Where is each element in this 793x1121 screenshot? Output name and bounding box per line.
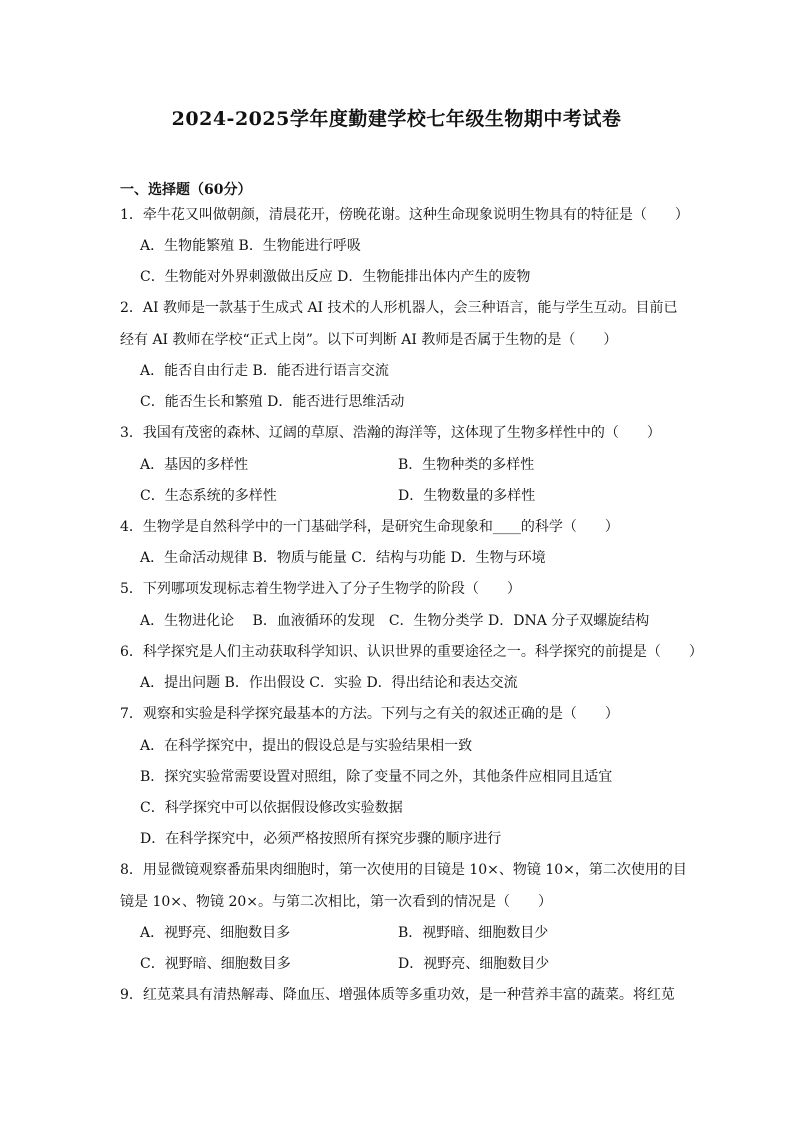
question-8-option-c: C．视野暗、细胞数目多 [140, 956, 291, 972]
question-7-option-b: B．探究实验常需要设置对照组，除了变量不同之外，其他条件应相同且适宜 [140, 769, 613, 785]
question-7-stem: 7．观察和实验是科学探究最基本的方法。下列与之有关的叙述正确的是（ ） [120, 706, 619, 722]
question-3-option-b: B．生物种类的多样性 [398, 457, 535, 473]
question-6-options: A．提出问题 B．作出假设 C．实验 D．得出结论和表达交流 [140, 675, 518, 691]
question-8-option-b: B．视野暗、细胞数目少 [398, 925, 549, 941]
question-1-options-row-2: C．生物能对外界刺激做出反应 D．生物能排出体内产生的废物 [140, 269, 531, 285]
question-8-stem-line-2: 镜是 10×、物镜 20×。与第二次相比，第一次看到的情况是（ ） [120, 894, 552, 910]
question-8-stem-line-1: 8．用显微镜观察番茄果肉细胞时，第一次使用的目镜是 10×、物镜 10×，第二次使用的目 [120, 862, 687, 878]
section-heading: 一、选择题（60分） [120, 182, 252, 198]
question-2-options-row-1: A．能否自由行走 B．能否进行语言交流 [140, 363, 389, 379]
question-7-option-c: C．科学探究中可以依据假设修改实验数据 [140, 800, 403, 816]
question-2-stem-line-2: 经有 AI 教师在学校“正式上岗”。以下可判断 AI 教师是否属于生物的是（ ） [120, 332, 618, 348]
question-3-option-c: C．生态系统的多样性 [140, 488, 277, 504]
question-3-option-a: A．基因的多样性 [140, 457, 249, 473]
question-4-stem: 4．生物学是自然科学中的一门基础学科，是研究生命现象和____的科学（ ） [120, 519, 619, 535]
question-4-options: A．生命活动规律 B．物质与能量 C．结构与功能 D．生物与环境 [140, 550, 546, 566]
question-5-options: A．生物进化论 B．血液循环的发现 C．生物分类学 D．DNA 分子双螺旋结构 [140, 613, 650, 629]
question-3-stem: 3．我国有茂密的森林、辽阔的草原、浩瀚的海洋等，这体现了生物多样性中的（ ） [120, 425, 661, 441]
question-3-option-d: D．生物数量的多样性 [398, 488, 536, 504]
question-8-option-d: D．视野亮、细胞数目少 [398, 956, 550, 972]
question-6-stem: 6．科学探究是人们主动获取科学知识、认识世界的重要途径之一。科学探究的前提是（ ） [120, 644, 703, 660]
question-7-option-d: D．在科学探究中，必须严格按照所有探究步骤的顺序进行 [140, 831, 502, 847]
question-2-stem-line-1: 2．AI 教师是一款基于生成式 AI 技术的人形机器人，会三种语言，能与学生互动。目前已 [120, 300, 678, 316]
question-1-options-row-1: A．生物能繁殖 B．生物能进行呼吸 [140, 238, 361, 254]
question-5-stem: 5．下列哪项发现标志着生物学进入了分子生物学的阶段（ ） [120, 581, 521, 597]
question-9-stem-line-1: 9．红苋菜具有清热解毒、降血压、增强体质等多重功效，是一种营养丰富的蔬菜。将红苋 [120, 987, 675, 1003]
question-8-option-a: A．视野亮、细胞数目多 [140, 925, 291, 941]
question-2-options-row-2: C．能否生长和繁殖 D．能否进行思维活动 [140, 394, 405, 410]
question-7-option-a: A．在科学探究中，提出的假设总是与实验结果相一致 [140, 738, 473, 754]
question-1-stem: 1．牵牛花又叫做朝颜，清晨花开，傍晚花谢。这种生命现象说明生物具有的特征是（ ） [120, 207, 689, 223]
page-title: 2024-2025学年度勤建学校七年级生物期中考试卷 [171, 108, 622, 130]
